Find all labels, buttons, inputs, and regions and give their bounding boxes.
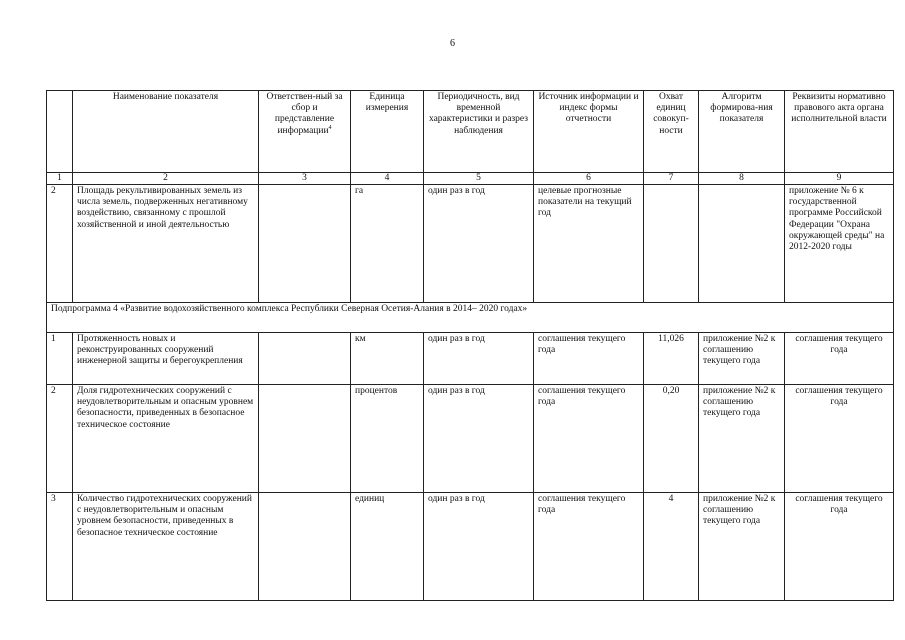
coverage-cell: 4 xyxy=(644,493,699,601)
algorithm-cell: приложение №2 к соглашению текущего года xyxy=(699,333,785,385)
header-cell-requisites: Реквизиты нормативно правового акта органа исполнительной власти xyxy=(785,91,894,173)
row-number: 2 xyxy=(47,185,73,303)
requisites-cell: приложение № 6 к государственной программе Российской Федерации "Охрана окружающей среды" на 2012-2020 годы xyxy=(785,185,894,303)
requisites-cell: соглашения текущего года xyxy=(785,333,894,385)
algorithm-cell: приложение №2 к соглашению текущего года xyxy=(699,493,785,601)
periodicity-cell: один раз в год xyxy=(424,385,534,493)
column-number: 4 xyxy=(351,173,424,185)
row-number: 1 xyxy=(47,333,73,385)
header-responsible-label: Ответствен-ный за сбор и представление информации xyxy=(266,92,343,136)
column-number: 8 xyxy=(699,173,785,185)
subprogram-title: Подпрограмма 4 «Развитие водохозяйственного комплекса Республики Северная Осетия-Алания в 2014– 2020 годах» xyxy=(47,303,894,333)
header-cell-periodicity: Периодичность, вид временной характеристики и разрез наблюдения xyxy=(424,91,534,173)
unit-cell: единиц xyxy=(351,493,424,601)
indicator-name: Доля гидротехнических сооружений с неудовлетворительным и опасным уровнем безопасности, приведенных в безопасное техническое состояние xyxy=(73,385,259,493)
indicator-name: Количество гидротехнических сооружений с неудовлетворительным и опасным уровнем безопасности, приведенных в безопасное техническое состояние xyxy=(73,493,259,601)
coverage-cell xyxy=(644,185,699,303)
header-cell-unit: Единица измерения xyxy=(351,91,424,173)
column-number: 9 xyxy=(785,173,894,185)
periodicity-cell: один раз в год xyxy=(424,493,534,601)
indicator-name: Протяженность новых и реконструированных сооружений инженерной защиты и берегоукрепления xyxy=(73,333,259,385)
requisites-cell: соглашения текущего года xyxy=(785,385,894,493)
table-row xyxy=(47,185,894,303)
unit-cell: га xyxy=(351,185,424,303)
responsible-cell xyxy=(259,385,351,493)
header-cell-coverage: Охват единиц совокуп-ности xyxy=(644,91,699,173)
responsible-cell xyxy=(259,493,351,601)
requisites-cell: соглашения текущего года xyxy=(785,493,894,601)
column-number: 5 xyxy=(424,173,534,185)
column-number: 7 xyxy=(644,173,699,185)
responsible-cell xyxy=(259,185,351,303)
header-cell-algorithm: Алгоритм формирова-ния показателя xyxy=(699,91,785,173)
source-cell: целевые прогнозные показатели на текущий год xyxy=(534,185,644,303)
source-cell: соглашения текущего года xyxy=(534,333,644,385)
table-row xyxy=(47,493,894,601)
header-row xyxy=(47,91,894,173)
column-number: 6 xyxy=(534,173,644,185)
header-cell-responsible xyxy=(259,91,351,173)
periodicity-cell: один раз в год xyxy=(424,185,534,303)
source-cell: соглашения текущего года xyxy=(534,385,644,493)
coverage-cell: 11,026 xyxy=(644,333,699,385)
table-row xyxy=(47,333,894,385)
page-number: 6 xyxy=(450,38,455,49)
header-cell-name: Наименование показателя xyxy=(73,91,259,173)
responsible-cell xyxy=(259,333,351,385)
periodicity-cell: один раз в год xyxy=(424,333,534,385)
algorithm-cell: приложение №2 к соглашению текущего года xyxy=(699,385,785,493)
column-number: 3 xyxy=(259,173,351,185)
algorithm-cell xyxy=(699,185,785,303)
column-number-row xyxy=(47,173,894,185)
header-cell-1 xyxy=(47,91,73,173)
column-number: 2 xyxy=(73,173,259,185)
row-number: 2 xyxy=(47,385,73,493)
indicator-name: Площадь рекультивированных земель из числа земель, подверженных негативному воздействию, связанному с прошлой хозяйственной и иной деятельностью xyxy=(73,185,259,303)
unit-cell: процентов xyxy=(351,385,424,493)
row-number: 3 xyxy=(47,493,73,601)
unit-cell: км xyxy=(351,333,424,385)
coverage-cell: 0,20 xyxy=(644,385,699,493)
indicators-table xyxy=(46,90,894,601)
table-row xyxy=(47,385,894,493)
footnote-mark: 4 xyxy=(328,124,332,131)
column-number: 1 xyxy=(47,173,73,185)
header-cell-source: Источник информации и индекс формы отчетности xyxy=(534,91,644,173)
source-cell: соглашения текущего года xyxy=(534,493,644,601)
subprogram-row xyxy=(47,303,894,333)
